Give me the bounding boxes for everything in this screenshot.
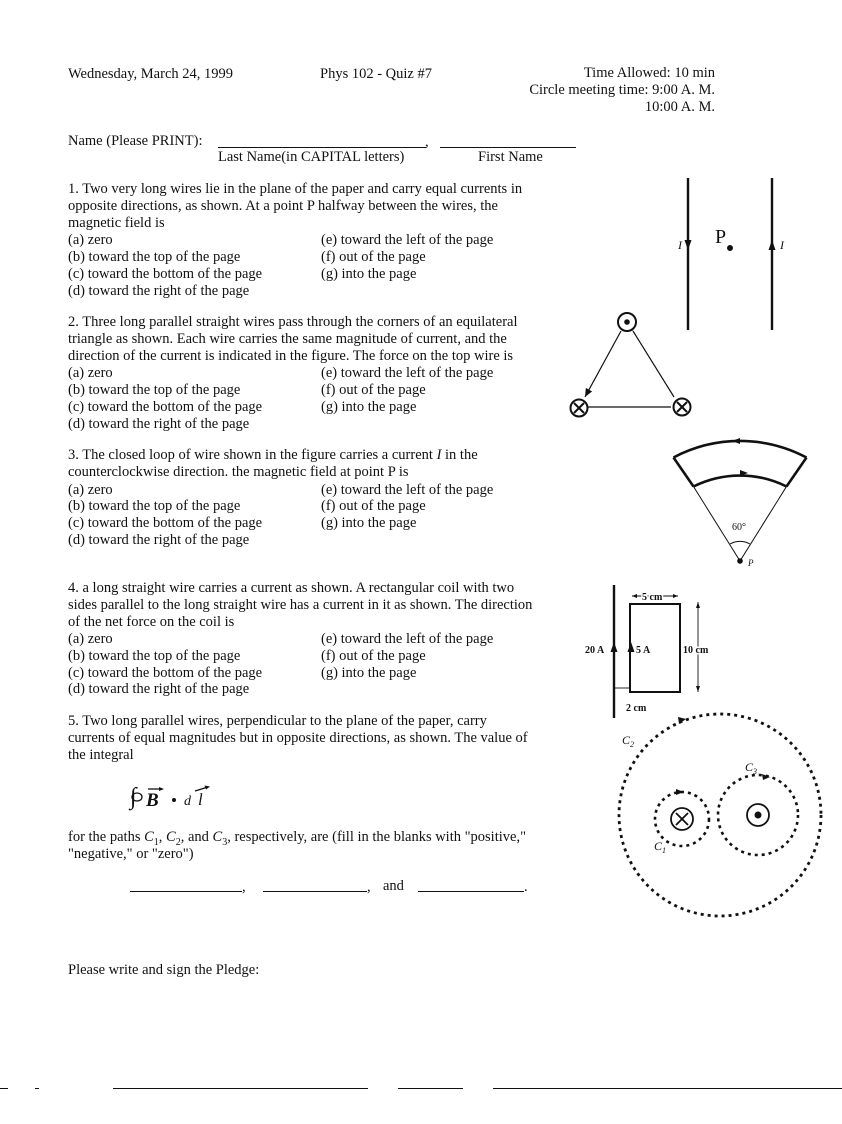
path-direction-arrow-icon [676, 789, 684, 795]
out-of-page-icon [618, 313, 636, 331]
option-g: (g) into the page [321, 266, 417, 282]
option-d: (d) toward the right of the page [68, 532, 250, 548]
question-text: counterclockwise direction. the magnetic field at point P is [68, 464, 409, 480]
name-label: Name (Please PRINT): [68, 133, 203, 149]
answer-blank-c2[interactable] [263, 891, 367, 892]
option-c: (c) toward the bottom of the page [68, 515, 263, 531]
option-e: (e) toward the left of the page [321, 631, 494, 647]
option-e: (e) toward the left of the page [321, 232, 494, 248]
option-c: (c) toward the bottom of the page [68, 399, 263, 415]
option-f: (f) out of the page [321, 249, 426, 265]
option-a: (a) zero [68, 232, 113, 248]
option-f: (f) out of the page [321, 498, 426, 514]
option-f: (f) out of the page [321, 648, 426, 664]
differential-d: d [184, 794, 191, 809]
last-name-field[interactable] [218, 147, 426, 148]
integral-sign: ∫ [130, 784, 137, 810]
time-allowed: Time Allowed: 10 min [583, 65, 715, 81]
question-text: 5. Two long parallel wires, perpendicular to the plane of the paper, carry [68, 713, 487, 729]
radial-segment-left [674, 458, 694, 487]
question-text: "negative," or "zero") [68, 846, 194, 862]
path-direction-arrow-icon [678, 717, 686, 724]
question-text: magnetic field is [68, 215, 165, 231]
left-arrow-icon [732, 438, 740, 444]
question-text: triangle as shown. Each wire carries the same magnitude of current, and the [68, 331, 507, 347]
vector-arrow-icon [205, 786, 211, 790]
question-text: for the paths $C_1$, $C_2$, and $C_3$, respectively, are (fill in the blanks with "positive," [68, 829, 526, 848]
quiz-date: Wednesday, March 24, 1999 [68, 66, 234, 82]
scan-line [398, 1088, 463, 1089]
scan-line [493, 1088, 842, 1089]
and-label: and [383, 878, 404, 894]
option-d: (d) toward the right of the page [68, 416, 250, 432]
path-element: l [198, 790, 203, 809]
scan-line [113, 1088, 368, 1089]
pledge-prompt: Please write and sign the Pledge: [68, 962, 260, 978]
field-vector: B [146, 790, 159, 811]
scan-mark [0, 1088, 8, 1089]
answer-blank-c1[interactable] [130, 891, 242, 892]
c1-label: $C_1$ [654, 839, 667, 855]
current-label-left: I [678, 238, 682, 252]
first-name-caption: First Name [478, 149, 543, 165]
question-text: 1. Two very long wires lie in the plane of the paper and carry equal currents in [68, 181, 523, 197]
point-p-dot [727, 245, 733, 251]
option-b: (b) toward the top of the page [68, 382, 241, 398]
line-integral [128, 780, 223, 816]
last-name-caption: Last Name(in CAPITAL letters) [218, 149, 405, 165]
option-f: (f) out of the page [321, 382, 426, 398]
q2-figure [560, 305, 710, 430]
scan-mark [35, 1088, 39, 1089]
wire-current-label: 20 A [585, 645, 605, 656]
question-text: opposite directions, as shown. At a point P halfway between the wires, the [68, 198, 498, 214]
c2-label: $C_2$ [622, 733, 635, 749]
dot-product [172, 798, 176, 802]
question-text: sides parallel to the long straight wire has a current in it as shown. The direction [68, 597, 533, 613]
vector-arrow-icon [159, 787, 164, 791]
guide-line-right [740, 487, 787, 562]
question-text: 4. a long straight wire carries a current as shown. A rectangular coil with two [68, 580, 515, 596]
first-name-field[interactable] [440, 147, 576, 148]
dimension-arrow-icon [696, 686, 700, 692]
question-text: of the net force on the coil is [68, 614, 235, 630]
pledge-signature-area[interactable] [60, 985, 820, 1080]
question-text: currents of equal magnitudes but in opposite directions, as shown. The value of [68, 730, 528, 746]
dimension-arrow-icon [632, 594, 637, 598]
answer-blank-c3[interactable] [418, 891, 524, 892]
height-label: 10 cm [683, 645, 709, 656]
quiz-title: Phys 102 - Quiz #7 [320, 66, 432, 82]
option-g: (g) into the page [321, 515, 417, 531]
option-c: (c) toward the bottom of the page [68, 665, 263, 681]
inner-arc [694, 476, 787, 487]
q3-figure [660, 430, 820, 575]
current-symbol: I [436, 447, 442, 463]
option-a: (a) zero [68, 365, 113, 381]
option-g: (g) into the page [321, 665, 417, 681]
question-text: the integral [68, 747, 134, 763]
option-e: (e) toward the left of the page [321, 482, 494, 498]
q5-figure [600, 700, 835, 930]
angle-arc [730, 541, 750, 544]
gap-label: 2 cm [626, 703, 647, 714]
c3-label: $C_3$ [745, 760, 758, 776]
option-d: (d) toward the right of the page [68, 681, 250, 697]
option-e: (e) toward the left of the page [321, 365, 494, 381]
q4-figure [580, 580, 720, 720]
dimension-arrow-icon [696, 602, 700, 608]
path-c2 [619, 714, 821, 916]
point-p-dot [737, 558, 743, 564]
circle-meeting-time: Circle meeting time: 9:00 A. M. [529, 82, 715, 98]
triangle-side-left [585, 331, 621, 397]
into-page-icon [571, 400, 588, 417]
width-label: 5 cm [642, 592, 663, 603]
circle-meeting-time-2: 10:00 A. M. [644, 99, 715, 115]
radial-segment-right [787, 458, 807, 487]
up-arrow-icon [611, 642, 618, 652]
option-b: (b) toward the top of the page [68, 498, 241, 514]
option-g: (g) into the page [321, 399, 417, 415]
point-p-label: P [748, 558, 754, 568]
angle-label: 60° [732, 522, 746, 533]
option-b: (b) toward the top of the page [68, 648, 241, 664]
option-b: (b) toward the top of the page [68, 249, 241, 265]
up-arrow-icon [769, 240, 776, 250]
question-text: direction of the current is indicated in the figure. The force on the top wire is [68, 348, 514, 364]
option-a: (a) zero [68, 482, 113, 498]
coil-current-label: 5 A [636, 645, 651, 656]
point-p-label: P [715, 226, 727, 248]
into-page-icon [674, 399, 691, 416]
triangle-side-right [633, 331, 674, 397]
option-d: (d) toward the right of the page [68, 283, 250, 299]
into-page-icon [671, 808, 693, 830]
question-text: 3. The closed loop of wire shown in the figure carries a current I in the [68, 447, 478, 463]
out-of-page-icon [747, 804, 769, 826]
dimension-arrow-icon [673, 594, 678, 598]
down-arrow-icon [685, 240, 692, 250]
question-text: 2. Three long parallel straight wires pass through the corners of an equilateral [68, 314, 518, 330]
up-arrow-icon [628, 642, 635, 652]
current-label-right: I [780, 238, 784, 252]
option-c: (c) toward the bottom of the page [68, 266, 263, 282]
option-a: (a) zero [68, 631, 113, 647]
